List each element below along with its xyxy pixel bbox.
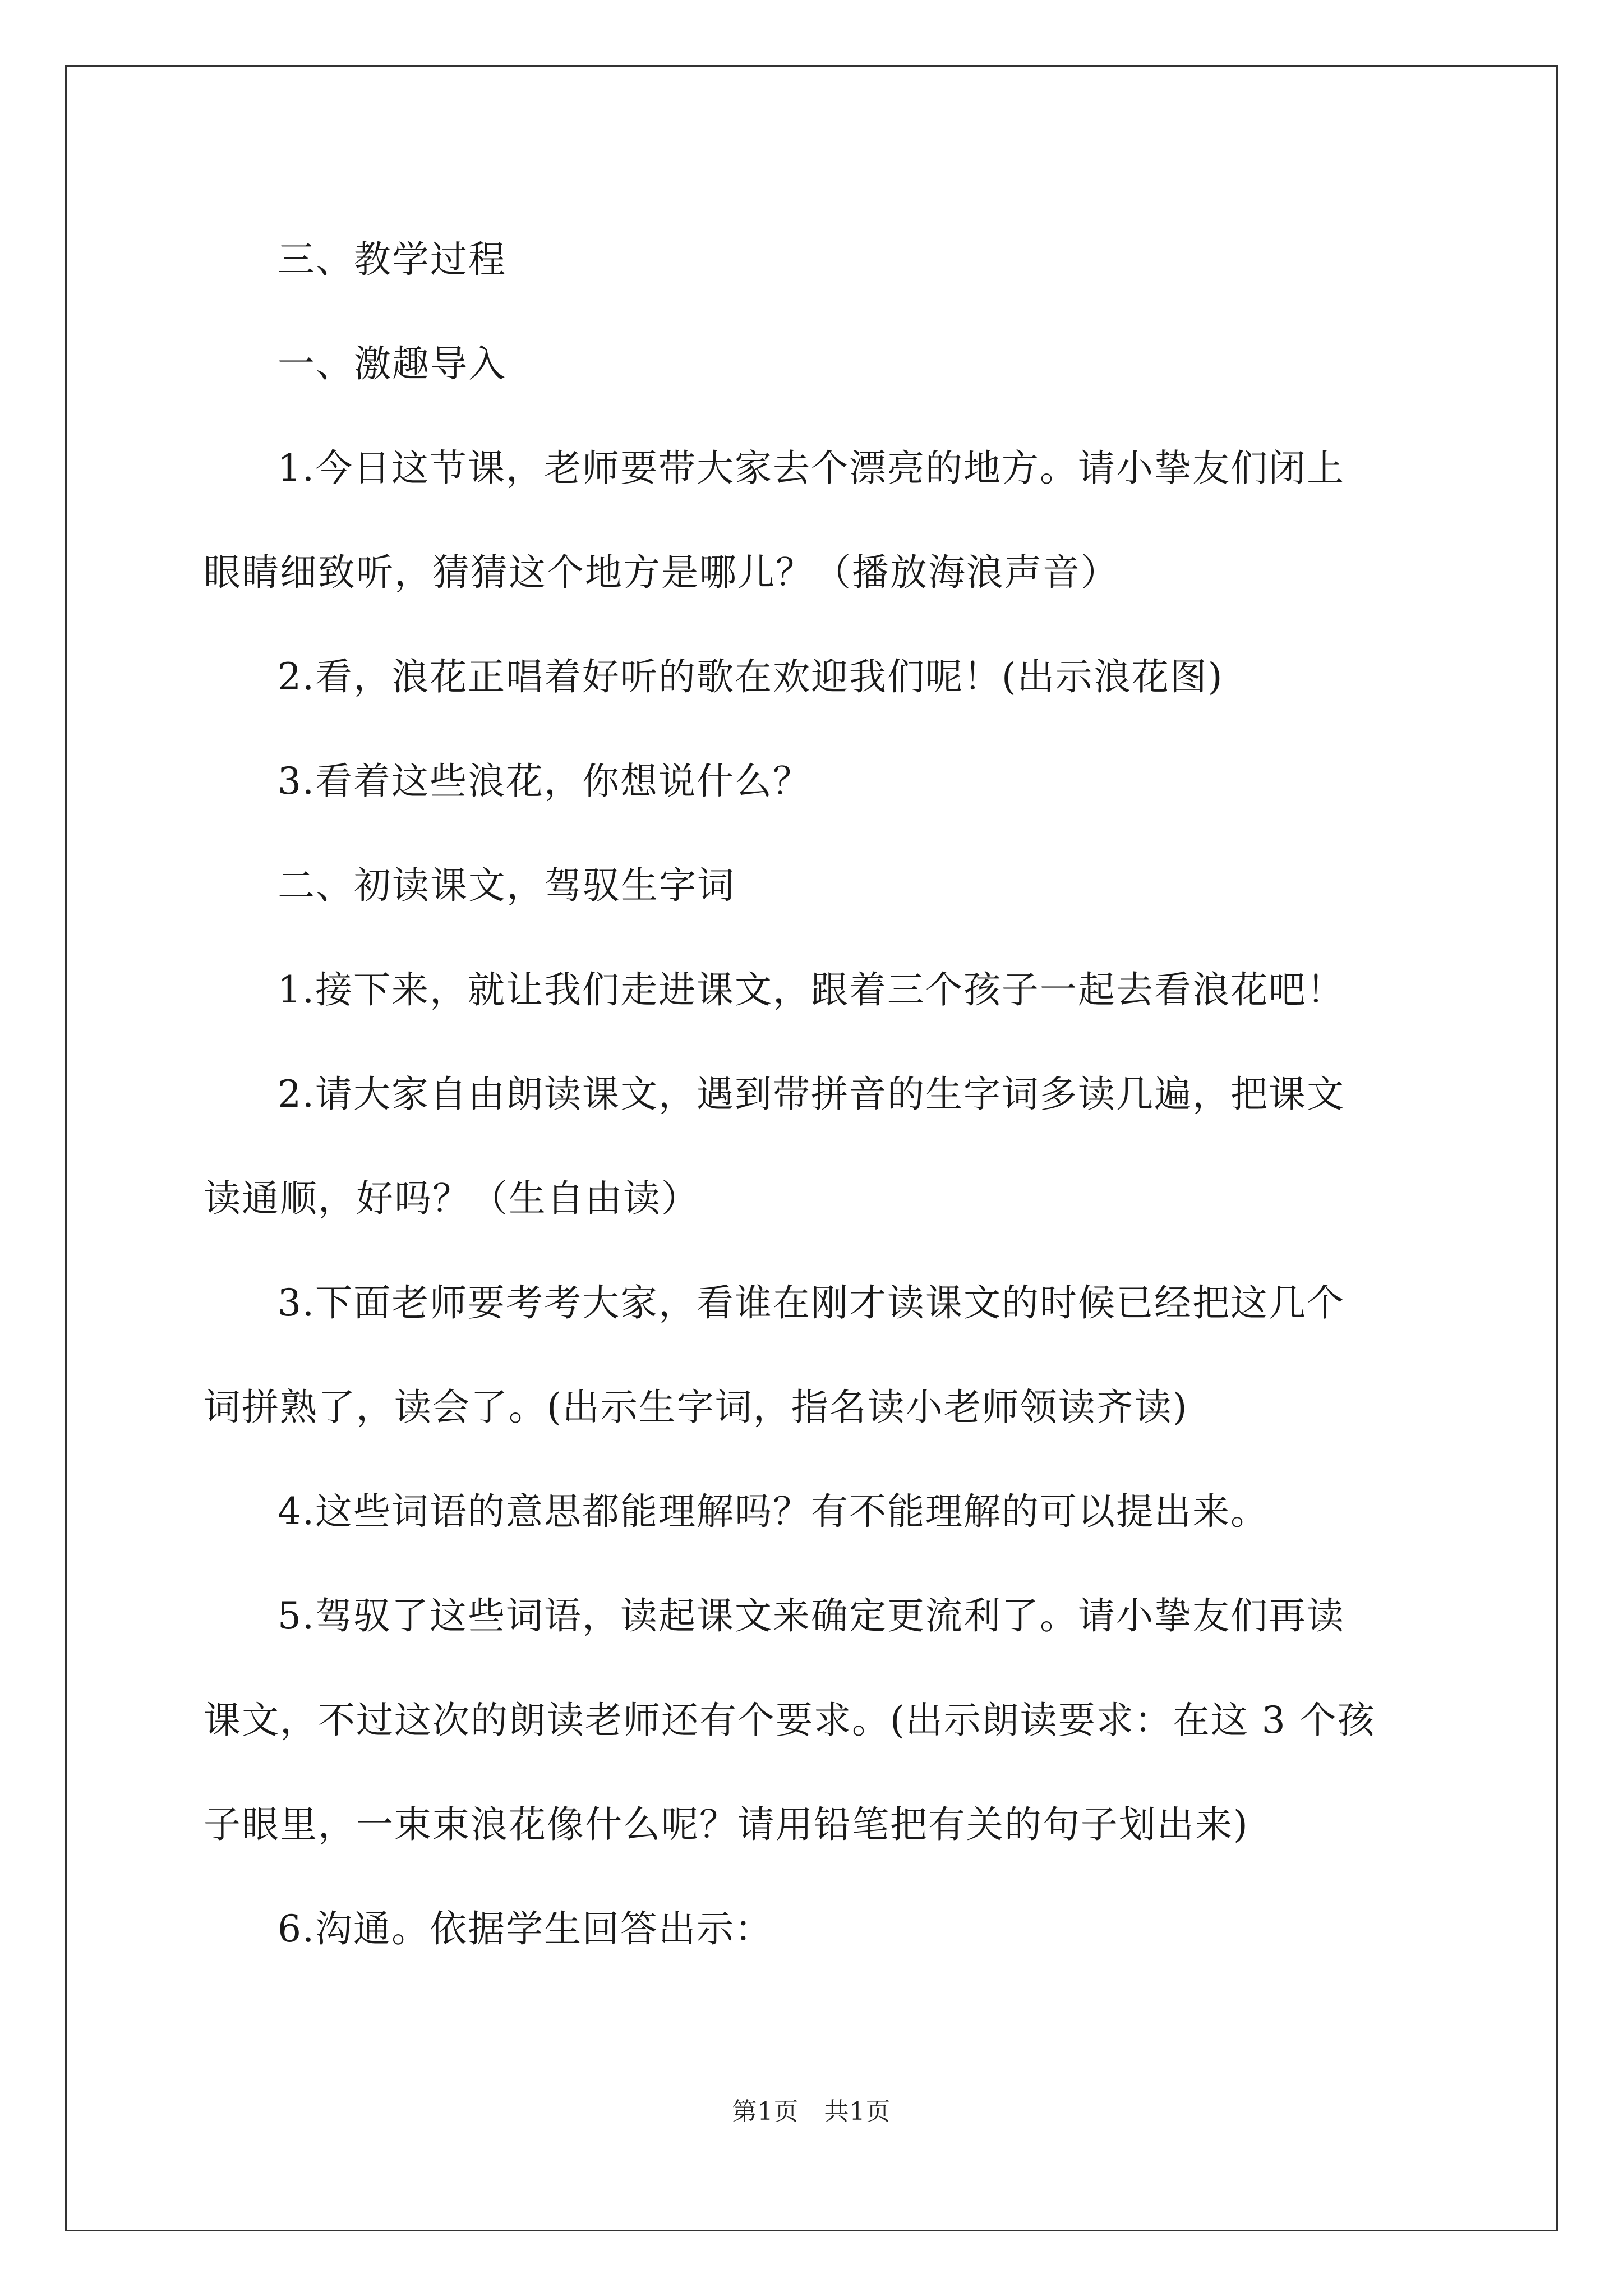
paragraph-line: 1.今日这节课，老师要带大家去个漂亮的地方。请小挚友们闭上 <box>278 447 1345 490</box>
paragraph-line: 眼睛细致听，猜猜这个地方是哪儿？（播放海浪声音） <box>204 551 1119 594</box>
paragraph-line: 读通顺，好吗？（生自由读） <box>204 1177 699 1220</box>
paragraph-line: 课文，不过这次的朗读老师还有个要求。(出示朗读要求：在这 3 个孩 <box>204 1699 1376 1742</box>
paragraph-line: 1.接下来，就让我们走进课文，跟着三个孩子一起去看浪花吧！ <box>278 968 1345 1011</box>
paragraph-line: 3.下面老师要考考大家，看谁在刚才读课文的时候已经把这几个 <box>278 1281 1345 1324</box>
section-heading: 三、教学过程 <box>278 238 506 281</box>
paragraph-line: 5.驾驭了这些词语，读起课文来确定更流利了。请小挚友们再读 <box>278 1594 1345 1637</box>
paragraph-line: 2.请大家自由朗读课文，遇到带拼音的生字词多读几遍，把课文 <box>278 1073 1345 1116</box>
paragraph-line: 2.看，浪花正唱着好听的歌在欢迎我们呢！(出示浪花图) <box>278 655 1224 698</box>
paragraph-line: 3.看着这些浪花，你想说什么？ <box>278 760 811 803</box>
subsection-heading: 二、初读课文，驾驭生字词 <box>278 864 735 907</box>
paragraph-line: 子眼里，一束束浪花像什么呢？请用铅笔把有关的句子划出来) <box>204 1803 1249 1846</box>
page-footer: 第1页 共1页 <box>732 2097 891 2126</box>
paragraph-line: 6.沟通。依据学生回答出示： <box>278 1907 773 1950</box>
subsection-heading: 一、激趣导入 <box>278 342 506 385</box>
paragraph-line: 词拼熟了，读会了。(出示生字词，指名读小老师领读齐读) <box>204 1386 1188 1429</box>
paragraph-line: 4.这些词语的意思都能理解吗？有不能理解的可以提出来。 <box>278 1490 1269 1533</box>
document-body <box>204 208 1426 1981</box>
